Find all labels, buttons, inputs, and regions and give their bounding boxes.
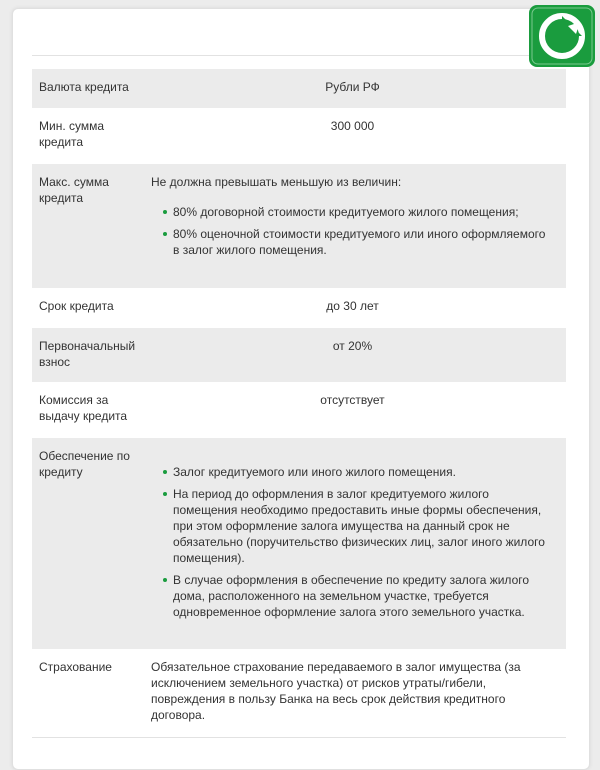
bullet-list <box>151 464 554 620</box>
sberbank-logo-icon <box>528 4 596 68</box>
row-value: Рубли РФ <box>145 69 566 108</box>
bullet-list <box>151 204 554 258</box>
row-label: Обеспечение по кредиту <box>32 438 145 649</box>
row-value <box>145 438 566 649</box>
row-insurance <box>32 649 566 737</box>
list-item: Залог кредитуемого или иного жилого помещения. <box>163 464 554 480</box>
row-value: отсутствует <box>320 393 385 407</box>
row-label: Срок кредита <box>39 299 114 313</box>
list-item: 80% оценочной стоимости кредитуемого или иного оформляемого в залог жилого помещения. <box>163 226 554 258</box>
list-item: На период до оформления в залог кредитуемого жилого помещения необходимо предоставить иные формы обеспечения, при этом оформление залога имущества на данный срок не обязательно (поручительство физических лиц, залог иного жилого помещения). <box>163 486 554 566</box>
row-label: Комиссия за выдачу кредита <box>39 393 128 423</box>
row-value: от 20% <box>145 328 566 382</box>
row-label: Макс. сумма кредита <box>32 164 145 288</box>
list-item: 80% договорной стоимости кредитуемого жилого помещения; <box>163 204 554 220</box>
row-value: 300 000 <box>330 119 375 133</box>
row-min-amount <box>32 108 566 164</box>
mortgage-conditions-table <box>32 69 566 737</box>
row-value <box>145 164 566 288</box>
row-currency <box>32 69 566 108</box>
list-item: В случае оформления в обеспечение по кредиту залога жилого дома, расположенного на земельном участке, требуется одновременное оформление залога этого земельного участка. <box>163 572 554 620</box>
row-commission <box>32 382 566 438</box>
row-label: Мин. сумма кредита <box>39 119 105 149</box>
row-intro-text: Не должна превышать меньшую из величин: <box>151 175 402 189</box>
row-down-payment <box>32 328 566 382</box>
row-label: Первоначальный взнос <box>32 328 145 382</box>
top-divider <box>32 55 566 56</box>
row-max-amount <box>32 164 566 288</box>
row-value: до 30 лет <box>326 299 379 313</box>
row-label: Страхование <box>39 660 112 674</box>
bottom-divider <box>32 737 566 738</box>
row-label: Валюта кредита <box>32 69 145 108</box>
row-security <box>32 438 566 649</box>
row-term <box>32 288 566 328</box>
row-value: Обязательное страхование передаваемого в залог имущества (за исключением земельного участка) от рисков утраты/гибели, повреждения в пользу Банка на весь срок действия кредитного договора. <box>151 660 521 722</box>
